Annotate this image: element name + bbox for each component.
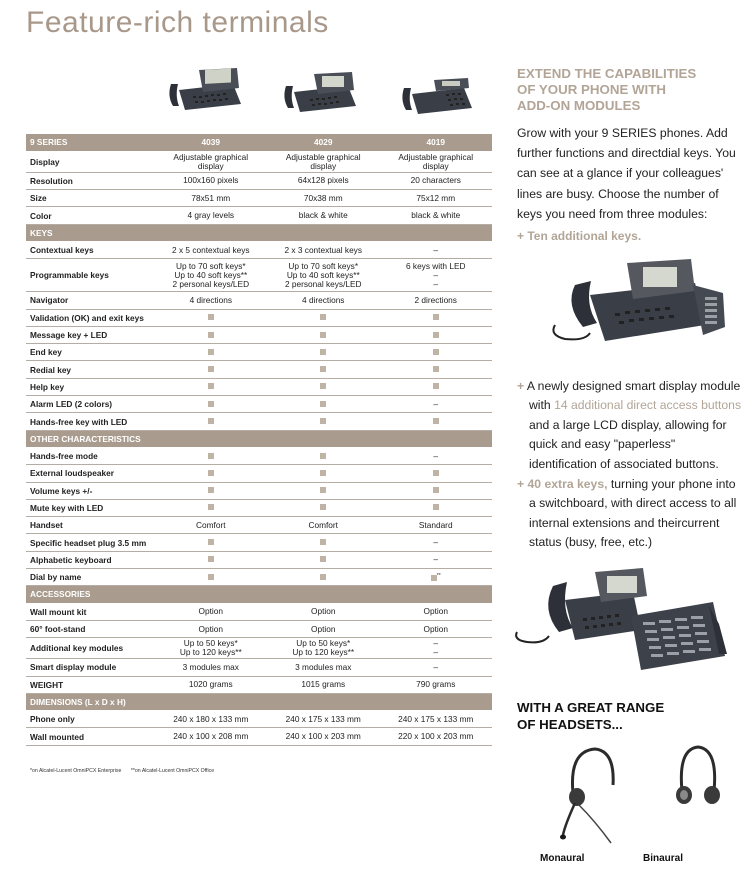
- table-row: [26, 292, 492, 309]
- cell-value: [267, 396, 379, 413]
- bullet-smart-display-post: and a large LCD display, allowing for quick and easy "paperless" identification of associated buttons.: [529, 417, 727, 471]
- cell-value: [155, 378, 267, 395]
- cell-value: Option: [267, 603, 379, 620]
- included-square-icon: [208, 418, 214, 424]
- cell-value: [155, 534, 267, 551]
- cell-value: [267, 482, 379, 499]
- cell-value: [267, 499, 379, 516]
- cell-value: 220 x 100 x 203 mm: [379, 728, 492, 745]
- row-label: Size: [26, 190, 155, 207]
- table-row: [26, 603, 492, 620]
- included-square-icon: [208, 349, 214, 355]
- section-label: 9 SERIES: [26, 134, 155, 151]
- section-accessories: [26, 586, 492, 603]
- cell-value: Adjustable graphical display: [267, 151, 379, 172]
- table-row: [26, 711, 492, 728]
- cell-value: [267, 309, 379, 326]
- headsets-heading: [517, 699, 717, 733]
- included-square-icon: [320, 556, 326, 562]
- section-keys: [26, 224, 492, 241]
- included-square-icon: [320, 349, 326, 355]
- cell-value: Option: [155, 603, 267, 620]
- cell-value: [379, 378, 492, 395]
- table-row: [26, 447, 492, 464]
- cell-value: Adjustable graphical display: [155, 151, 267, 172]
- table-row: [26, 569, 492, 586]
- table-row: [26, 259, 492, 292]
- cell-value: 78x51 mm: [155, 190, 267, 207]
- row-label: Dial by name: [26, 569, 155, 586]
- included-square-icon: [320, 383, 326, 389]
- column-header: [267, 586, 379, 603]
- plus-icon: +: [517, 477, 525, 491]
- table-row: [26, 413, 492, 430]
- table-row: [26, 638, 492, 659]
- cell-value: [155, 396, 267, 413]
- cell-value: [267, 413, 379, 430]
- cell-value: –: [379, 396, 492, 413]
- table-row: [26, 499, 492, 516]
- cell-value: 2 directions: [379, 292, 492, 309]
- footnotes: [30, 768, 222, 774]
- footnote-enterprise: *on Alcatel-Lucent OmniPCX Enterprise: [30, 768, 122, 774]
- section-other-characteristics: [26, 430, 492, 447]
- column-header: 4019: [379, 134, 492, 151]
- row-label: Navigator: [26, 292, 155, 309]
- table-row: [26, 151, 492, 172]
- addon-heading-line3: ADD-ON MODULES: [517, 98, 641, 113]
- plus-icon: +: [517, 229, 525, 243]
- included-square-icon: [320, 470, 326, 476]
- table-row: [26, 482, 492, 499]
- row-label: WEIGHT: [26, 676, 155, 693]
- column-header: [379, 224, 492, 241]
- section-label: KEYS: [26, 224, 155, 241]
- cell-value: 70x38 mm: [267, 190, 379, 207]
- cell-value: [267, 378, 379, 395]
- table-row: [26, 659, 492, 676]
- binaural-headset-image: [672, 745, 722, 815]
- row-label: External loudspeaker: [26, 465, 155, 482]
- binaural-label: Binaural: [643, 853, 684, 864]
- column-header: [267, 430, 379, 447]
- phone-ten-keys-module-image: [545, 255, 730, 345]
- cell-value: 6 keys with LED – –: [379, 259, 492, 292]
- cell-value: [155, 447, 267, 464]
- row-label: Programmable keys: [26, 259, 155, 292]
- cell-value: [155, 465, 267, 482]
- addon-heading: [517, 66, 737, 114]
- table-row: [26, 309, 492, 326]
- included-square-icon: [320, 366, 326, 372]
- headsets-heading-line2: OF HEADSETS...: [517, 717, 623, 732]
- phone-4029-image: [280, 70, 358, 114]
- cell-value: [155, 309, 267, 326]
- included-square-icon: [208, 470, 214, 476]
- cell-value: Up to 70 soft keys* Up to 40 soft keys** 2 personal keys/LED: [267, 259, 379, 292]
- cell-value: 4 directions: [155, 292, 267, 309]
- cell-value: [379, 326, 492, 343]
- cell-value: Up to 70 soft keys* Up to 40 soft keys** 2 personal keys/LED: [155, 259, 267, 292]
- column-header: [155, 224, 267, 241]
- cell-value: –: [379, 447, 492, 464]
- phone-4039-image: [165, 66, 243, 112]
- table-row: [26, 620, 492, 637]
- cell-value: 20 characters: [379, 172, 492, 189]
- cell-value: 3 modules max: [267, 659, 379, 676]
- cell-value: 240 x 175 x 133 mm: [379, 711, 492, 728]
- cell-value: [155, 344, 267, 361]
- cell-value: 240 x 180 x 133 mm: [155, 711, 267, 728]
- included-square-icon: [433, 366, 439, 372]
- cell-value: Option: [267, 620, 379, 637]
- cell-value: black & white: [379, 207, 492, 224]
- bullet-forty-keys-text: turning your phone into a switchboard, with direct access to all internal extensions and theircurrent status (busy, free, etc.): [529, 477, 737, 550]
- table-row: [26, 326, 492, 343]
- included-square-icon: [320, 504, 326, 510]
- bullet-ten-keys-text: Ten additional keys.: [527, 229, 642, 243]
- section-dimensions: [26, 693, 492, 710]
- row-label: Specific headset plug 3.5 mm: [26, 534, 155, 551]
- column-header: [379, 430, 492, 447]
- table-row: [26, 465, 492, 482]
- table-row: [26, 534, 492, 551]
- included-square-icon: [208, 539, 214, 545]
- cell-value: **: [379, 569, 492, 586]
- monaural-headset-image: [555, 745, 625, 845]
- row-label: Wall mount kit: [26, 603, 155, 620]
- included-square-icon: [208, 556, 214, 562]
- cell-value: [267, 534, 379, 551]
- included-square-icon: [433, 314, 439, 320]
- cell-value: 240 x 175 x 133 mm: [267, 711, 379, 728]
- included-square-icon: [208, 574, 214, 580]
- table-row: [26, 676, 492, 693]
- table-row: [26, 551, 492, 568]
- page-title: Feature-rich terminals: [26, 6, 329, 39]
- cell-value: [379, 344, 492, 361]
- table-row: [26, 728, 492, 745]
- row-label: Redial key: [26, 361, 155, 378]
- included-square-icon: [320, 487, 326, 493]
- included-square-icon: [208, 332, 214, 338]
- bullet-forty-keys-highlight: 40 extra keys,: [527, 477, 608, 491]
- cell-value: [267, 344, 379, 361]
- table-row: [26, 344, 492, 361]
- section-label: ACCESSORIES: [26, 586, 155, 603]
- included-square-icon: [433, 504, 439, 510]
- included-square-icon: [208, 383, 214, 389]
- cell-value: Comfort: [267, 517, 379, 534]
- cell-value: –: [379, 241, 492, 258]
- cell-value: 2 x 5 contextual keys: [155, 241, 267, 258]
- cell-value: [379, 499, 492, 516]
- row-label: Color: [26, 207, 155, 224]
- table-row: [26, 172, 492, 189]
- cell-value: –: [379, 659, 492, 676]
- cell-value: [267, 361, 379, 378]
- column-header: [155, 586, 267, 603]
- included-square-icon: [320, 453, 326, 459]
- table-row: [26, 378, 492, 395]
- included-square-icon: [433, 418, 439, 424]
- column-header: [267, 693, 379, 710]
- column-header: 4029: [267, 134, 379, 151]
- cell-value: [267, 326, 379, 343]
- addon-intro: Grow with your 9 SERIES phones. Add further functions and directdial keys. You can see at a glance if your colleagues' lines are busy. Choose the number of keys you need from three modules:: [517, 126, 736, 221]
- included-square-icon: [433, 349, 439, 355]
- cell-value: Up to 50 keys* Up to 120 keys**: [155, 638, 267, 659]
- included-square-icon: [433, 383, 439, 389]
- included-square-icon: [320, 539, 326, 545]
- cell-value: 1020 grams: [155, 676, 267, 693]
- row-label: Contextual keys: [26, 241, 155, 258]
- cell-value: 75x12 mm: [379, 190, 492, 207]
- included-square-icon: [208, 366, 214, 372]
- cell-value: [379, 309, 492, 326]
- included-square-icon: [208, 314, 214, 320]
- included-square-icon: [320, 418, 326, 424]
- row-label: 60° foot-stand: [26, 620, 155, 637]
- footnote-office: **on Alcatel-Lucent OmniPCX Office: [130, 768, 215, 774]
- cell-value: 240 x 100 x 203 mm: [267, 728, 379, 745]
- cell-value: [379, 361, 492, 378]
- cell-value: Standard: [379, 517, 492, 534]
- cell-value: 1015 grams: [267, 676, 379, 693]
- cell-value: –: [379, 551, 492, 568]
- cell-value: [155, 499, 267, 516]
- cell-value: [267, 447, 379, 464]
- table-row: [26, 190, 492, 207]
- column-header: [267, 224, 379, 241]
- included-square-icon: [208, 504, 214, 510]
- cell-value: 100x160 pixels: [155, 172, 267, 189]
- monaural-label: Monaural: [540, 853, 585, 864]
- addon-heading-line1: EXTEND THE CAPABILITIES: [517, 66, 697, 81]
- cell-value: [155, 569, 267, 586]
- row-label: Hands-free mode: [26, 447, 155, 464]
- section-label: OTHER CHARACTERISTICS: [26, 430, 155, 447]
- row-label: Hands-free key with LED: [26, 413, 155, 430]
- row-label: Alphabetic keyboard: [26, 551, 155, 568]
- table-row: [26, 241, 492, 258]
- cell-value: [379, 413, 492, 430]
- addon-heading-line2: OF YOUR PHONE WITH: [517, 82, 666, 97]
- row-label: Handset: [26, 517, 155, 534]
- cell-value: Adjustable graphical display: [379, 151, 492, 172]
- phone-4019-image: [398, 74, 476, 116]
- included-square-icon: [320, 574, 326, 580]
- cell-value: 64x128 pixels: [267, 172, 379, 189]
- table-header-row: [26, 134, 492, 151]
- included-square-icon: [208, 487, 214, 493]
- included-square-icon: [320, 314, 326, 320]
- cell-value: 790 grams: [379, 676, 492, 693]
- row-label: Additional key modules: [26, 638, 155, 659]
- column-header: [155, 430, 267, 447]
- column-header: [379, 693, 492, 710]
- row-label: Message key + LED: [26, 326, 155, 343]
- cell-value: – –: [379, 638, 492, 659]
- cell-value: Up to 50 keys* Up to 120 keys**: [267, 638, 379, 659]
- bullet-smart-display-highlight: 14 additional direct access buttons: [554, 398, 742, 413]
- cell-value: [267, 551, 379, 568]
- bullet-smart-display: [517, 377, 743, 474]
- cell-value: –: [379, 534, 492, 551]
- headsets-heading-line1: WITH A GREAT RANGE: [517, 700, 665, 715]
- plus-icon: +: [517, 379, 525, 393]
- cell-value: Option: [379, 603, 492, 620]
- row-label: Display: [26, 151, 155, 172]
- column-header: [155, 693, 267, 710]
- included-square-icon: [208, 401, 214, 407]
- cell-value: 4 directions: [267, 292, 379, 309]
- row-label: Mute key with LED: [26, 499, 155, 516]
- cell-value: 2 x 3 contextual keys: [267, 241, 379, 258]
- cell-value: Comfort: [155, 517, 267, 534]
- table-row: [26, 361, 492, 378]
- table-row: [26, 207, 492, 224]
- cell-value: [379, 482, 492, 499]
- phone-forty-keys-module-image: [513, 566, 733, 678]
- column-header: [379, 586, 492, 603]
- cell-value: [267, 465, 379, 482]
- cell-value: Option: [155, 620, 267, 637]
- cell-value: 240 x 100 x 208 mm: [155, 728, 267, 745]
- table-row: [26, 517, 492, 534]
- included-square-icon: [433, 487, 439, 493]
- column-header: 4039: [155, 134, 267, 151]
- cell-value: [379, 465, 492, 482]
- row-label: Help key: [26, 378, 155, 395]
- cell-value: [155, 413, 267, 430]
- bullet-forty-keys: [517, 475, 743, 553]
- row-label: Wall mounted: [26, 728, 155, 745]
- included-square-icon: [320, 332, 326, 338]
- cell-value: [155, 482, 267, 499]
- row-label: Phone only: [26, 711, 155, 728]
- cell-value: 4 gray levels: [155, 207, 267, 224]
- table-row: [26, 396, 492, 413]
- bullet-ten-keys: [517, 229, 641, 243]
- cell-value: [267, 569, 379, 586]
- row-label: Smart display module: [26, 659, 155, 676]
- included-square-icon: [433, 470, 439, 476]
- included-square-icon: [433, 332, 439, 338]
- cell-value: black & white: [267, 207, 379, 224]
- row-label: Volume keys +/-: [26, 482, 155, 499]
- bullet-smart-display-pre: A newly designed smart display module with: [526, 379, 741, 413]
- row-label: Alarm LED (2 colors): [26, 396, 155, 413]
- row-label: Resolution: [26, 172, 155, 189]
- cell-value: [155, 326, 267, 343]
- cell-value: 3 modules max: [155, 659, 267, 676]
- cell-value: Option: [379, 620, 492, 637]
- included-square-icon: [208, 453, 214, 459]
- cell-value: [155, 361, 267, 378]
- row-label: Validation (OK) and exit keys: [26, 309, 155, 326]
- spec-table: [26, 134, 492, 746]
- included-square-icon: [320, 401, 326, 407]
- cell-value: [155, 551, 267, 568]
- section-label: DIMENSIONS (L x D x H): [26, 693, 155, 710]
- row-label: End key: [26, 344, 155, 361]
